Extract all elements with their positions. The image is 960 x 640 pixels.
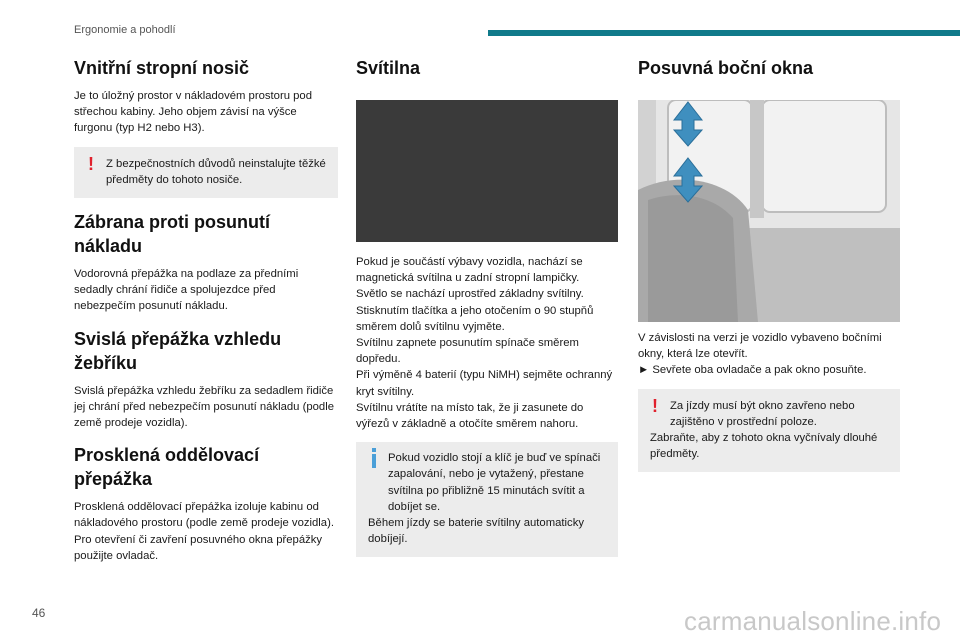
torch-text-3: Stisknutím tlačítka a jeho otočením o 90 stupňů směrem dolů svítilnu vyjměte.: [356, 304, 594, 333]
warning-box: [74, 147, 338, 198]
info-icon: [372, 454, 376, 468]
paragraph-roof-rack: Je to úložný prostor v nákladovém prostoru pod střechou kabiny. Jeho objem závisí na výšce furgonu (typ H2 nebo H3).: [74, 90, 312, 135]
windows-warning-1: Za jízdy musí být okno zavřeno nebo zajištěno v prostřední poloze.: [670, 399, 855, 428]
paragraph-glass-partition: Prosklená oddělovací přepážka izoluje kabinu od nákladového prostoru (podle země prodeje vozidla).: [74, 501, 334, 530]
heading-ladder-partition: Svislá přepážka vzhledu žebříku: [74, 328, 282, 373]
torch-text-1: Pokud je součástí výbavy vozidla, nachází se magnetická svítilna u zadní stropní lampičky.: [356, 256, 583, 285]
torch-text-5: Při výměně 4 baterií (typu NiMH) sejměte ochranný kryt svítilny.: [356, 369, 613, 398]
windows-text-1: V závislosti na verzi je vozidlo vybaveno bočními okny, která lze otevřít.: [638, 332, 882, 361]
running-header: Ergonomie a pohodlí: [74, 24, 176, 36]
heading-load-barrier: Zábrana proti posunutí nákladu: [74, 212, 270, 257]
header-accent-bar: [488, 30, 960, 36]
column-1: [74, 56, 338, 564]
warning-box-windows: [638, 389, 900, 473]
torch-illustration: [356, 100, 618, 242]
warning-text: Z bezpečnostních důvodů neinstalujte těžké předměty do tohoto nosiče.: [106, 157, 326, 186]
windows-text-2: ► Sevřete oba ovladače a pak okno posuňte.: [638, 364, 867, 377]
info-box: [356, 442, 618, 557]
paragraph-ladder-partition: Svislá přepážka vzhledu žebříku za sedadlem řidiče jej chrání před nebezpečím posunutí nákladu (podle země prodeje vozidla).: [74, 384, 334, 430]
warning-icon: !: [652, 395, 658, 416]
heading-roof-rack: Vnitřní stropní nosič: [74, 58, 250, 78]
torch-text-2: Světlo se nachází uprostřed základny svítilny.: [356, 288, 584, 301]
info-icon-dot: [372, 448, 376, 452]
heading-glass-partition: Prosklená oddělovací přepážka: [74, 445, 260, 490]
window-drawing: [638, 100, 900, 322]
column-2: [356, 56, 618, 557]
column-3: [638, 56, 900, 472]
windows-warning-2: Zabraňte, aby z tohoto okna vyčnívaly dlouhé předměty.: [650, 432, 878, 461]
paragraph-load-barrier: Vodorovná přepážka na podlaze za předními sedadly chrání řidiče a spolujezdce před nebezpečím posunutí nákladu.: [74, 268, 299, 313]
warning-icon: !: [88, 153, 94, 174]
watermark: carmanualsonline.info: [684, 606, 942, 636]
sliding-window-illustration: [638, 100, 900, 322]
torch-text-6: Svítilnu vrátíte na místo tak, že ji zasunete do výřezů v základně a otočíte směrem nahoru.: [356, 401, 584, 431]
info-text-1: Pokud vozidlo stojí a klíč je buď ve spínači zapalování, nebo je vytažený, přestane svítilna po přibližně 15 minutách svítit a dobíjet se.: [388, 452, 601, 513]
heading-torch: Svítilna: [356, 58, 421, 78]
page-number: 46: [32, 606, 46, 620]
heading-sliding-windows: Posuvná boční okna: [638, 58, 814, 78]
info-text-2: Během jízdy se baterie svítilny automaticky dobíjejí.: [368, 517, 584, 546]
paragraph-glass-partition-2: Pro otevření či zavření posuvného okna přepážky použijte ovladač.: [74, 533, 323, 562]
torch-text-4: Svítilnu zapnete posunutím spínače směrem dopředu.: [356, 337, 579, 366]
